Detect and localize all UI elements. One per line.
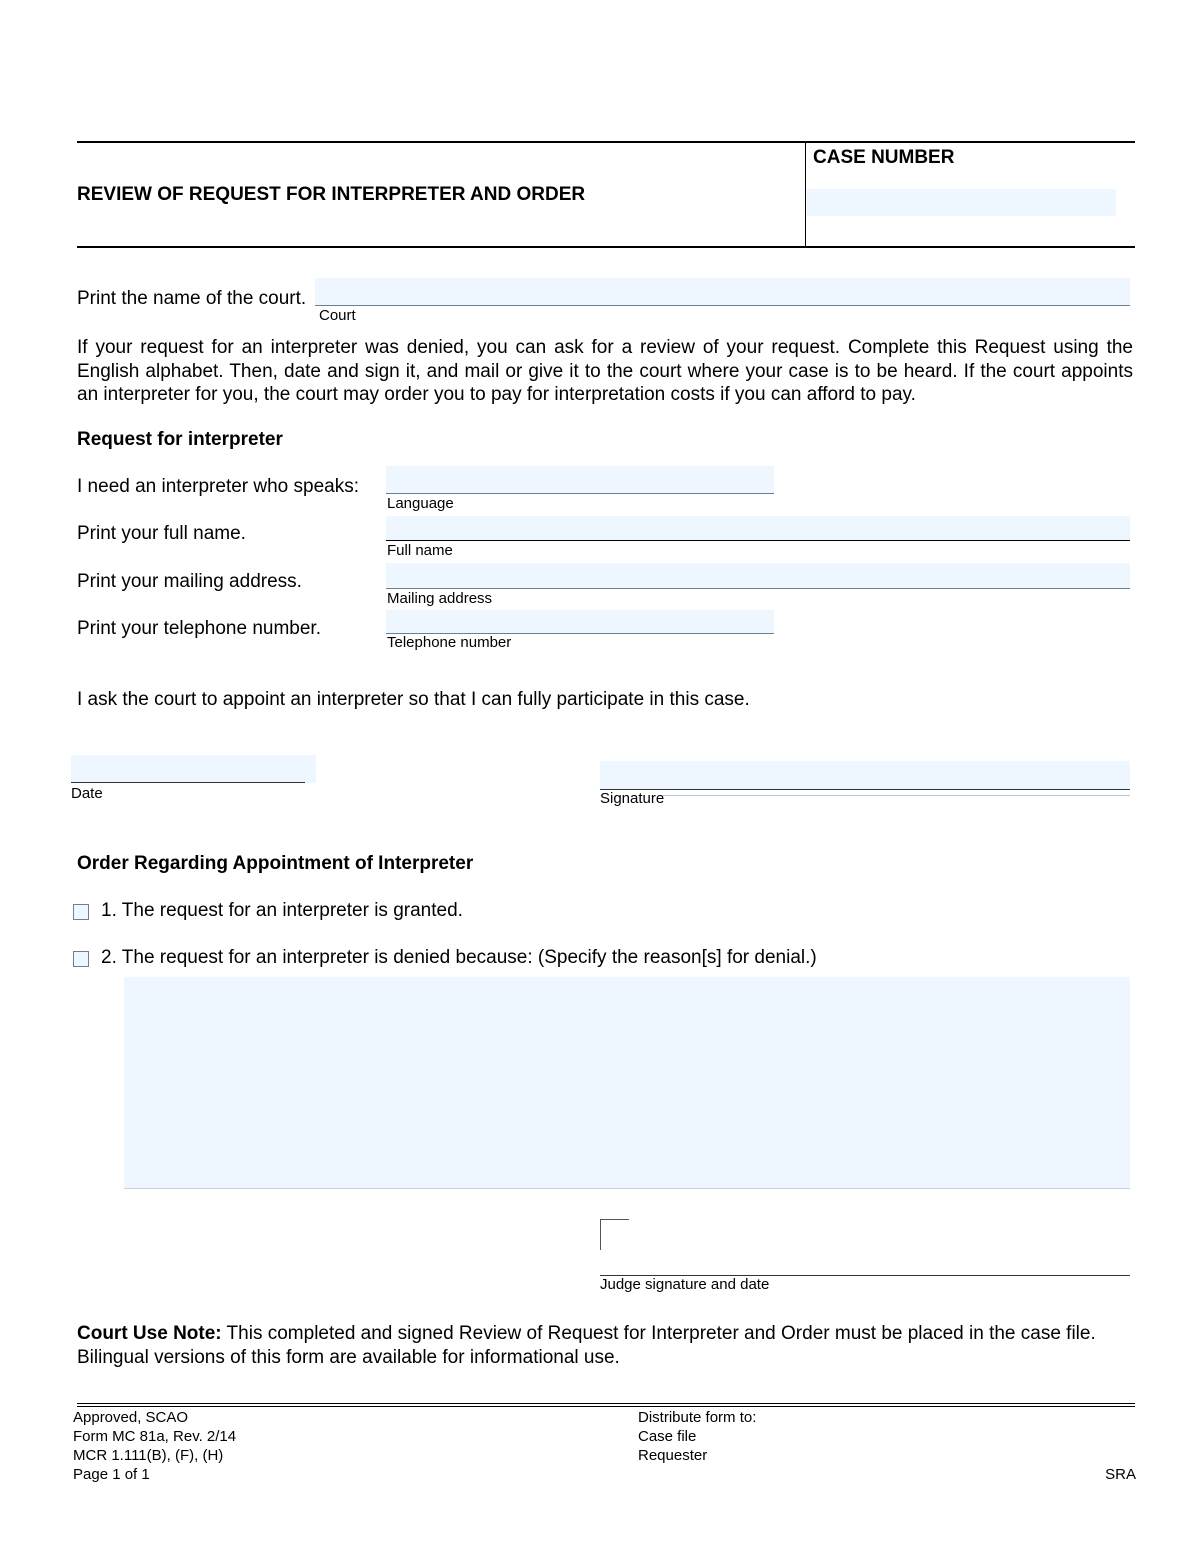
full-name-field[interactable] [386,516,1130,540]
judge-signature-caption: Judge signature and date [600,1276,770,1293]
request-heading: Request for interpreter [77,429,283,450]
date-field[interactable] [71,755,316,783]
granted-checkbox[interactable] [73,904,89,920]
mailing-address-caption: Mailing address [387,590,493,607]
telephone-prompt: Print your telephone number. [77,618,321,639]
intro-paragraph: If your request for an interpreter was denied, you can ask for a review of your request. Complete this Request using the English alphabet. Then, date and sign it, and mail or give it to the court where your case is to be heard. If the court appoints an interpreter for you, the court may order you to pay for interpretation costs if you can afford to pay. [77,337,1133,405]
footer-mcr: MCR 1.111(B), (F), (H) [73,1447,224,1464]
language-field[interactable] [386,466,774,493]
footer-rule-top [77,1403,1135,1404]
footer-distribute [638,1408,756,1465]
mailing-address-prompt: Print your mailing address. [77,571,302,592]
footer-approval: Approved, SCAO [73,1409,189,1426]
signature-underline [600,789,1130,790]
denied-option-text: 2. The request for an interpreter is denied because: (Specify the reason[s] for denial.) [101,947,817,968]
footer-rule-bottom [77,1406,1135,1407]
court-caption: Court [319,307,356,324]
telephone-caption: Telephone number [387,634,512,651]
footer-page: Page 1 of 1 [73,1466,150,1483]
full-name-prompt: Print your full name. [77,523,246,544]
court-field[interactable] [315,278,1130,305]
signature-underline-secondary [660,795,1130,796]
language-prompt: I need an interpreter who speaks: [77,476,360,497]
court-underline [315,305,1130,306]
signature-field[interactable] [600,761,1130,789]
distribute-heading: Distribute form to: [638,1409,757,1426]
telephone-input[interactable] [386,610,774,633]
request-statement: I ask the court to appoint an interpreter so that I can fully participate in this case. [77,689,750,710]
date-caption: Date [71,785,103,802]
distribute-item: Case file [638,1428,697,1445]
denied-checkbox[interactable] [73,951,89,967]
full-name-caption: Full name [387,542,453,559]
full-name-underline [386,540,1130,541]
footer-left [73,1408,236,1484]
case-number-field[interactable] [807,189,1116,216]
signature-caption: Signature [600,790,665,807]
mailing-address-input[interactable] [386,563,1130,588]
header-top-rule [77,141,1135,143]
date-input[interactable] [71,755,316,783]
language-caption: Language [387,495,454,512]
language-underline [386,493,774,494]
telephone-field[interactable] [386,610,774,633]
language-input[interactable] [386,466,774,493]
court-use-note-text: This completed and signed Review of Request for Interpreter and Order must be placed in the case file. Bilingual versions of this form are available for informational use. [77,1323,1096,1368]
court-prompt: Print the name of the court. [77,288,307,309]
court-input[interactable] [315,278,1130,305]
footer-sra: SRA [1105,1466,1136,1483]
distribute-item: Requester [638,1447,708,1464]
footer-form-number: Form MC 81a, Rev. 2/14 [73,1428,237,1445]
form-title: REVIEW OF REQUEST FOR INTERPRETER AND ORDER [77,184,586,205]
court-use-note-label: Court Use Note: [77,1323,222,1344]
granted-option-text: 1. The request for an interpreter is granted. [101,900,463,921]
mailing-address-field[interactable] [386,563,1130,588]
case-number-input[interactable] [807,189,1116,216]
court-use-note [77,1322,1137,1370]
mailing-address-underline [386,588,1130,589]
header-divider [805,142,806,247]
full-name-input[interactable] [386,516,1130,540]
judge-signature-corner [600,1219,629,1250]
denial-reason-textarea[interactable] [124,977,1130,1188]
denial-reason-field[interactable] [124,977,1130,1188]
date-underline [71,782,305,783]
case-number-label: CASE NUMBER [813,147,955,168]
header-bottom-rule [77,246,1135,248]
denial-reason-underline [124,1188,1130,1189]
order-heading: Order Regarding Appointment of Interpreter [77,853,474,874]
